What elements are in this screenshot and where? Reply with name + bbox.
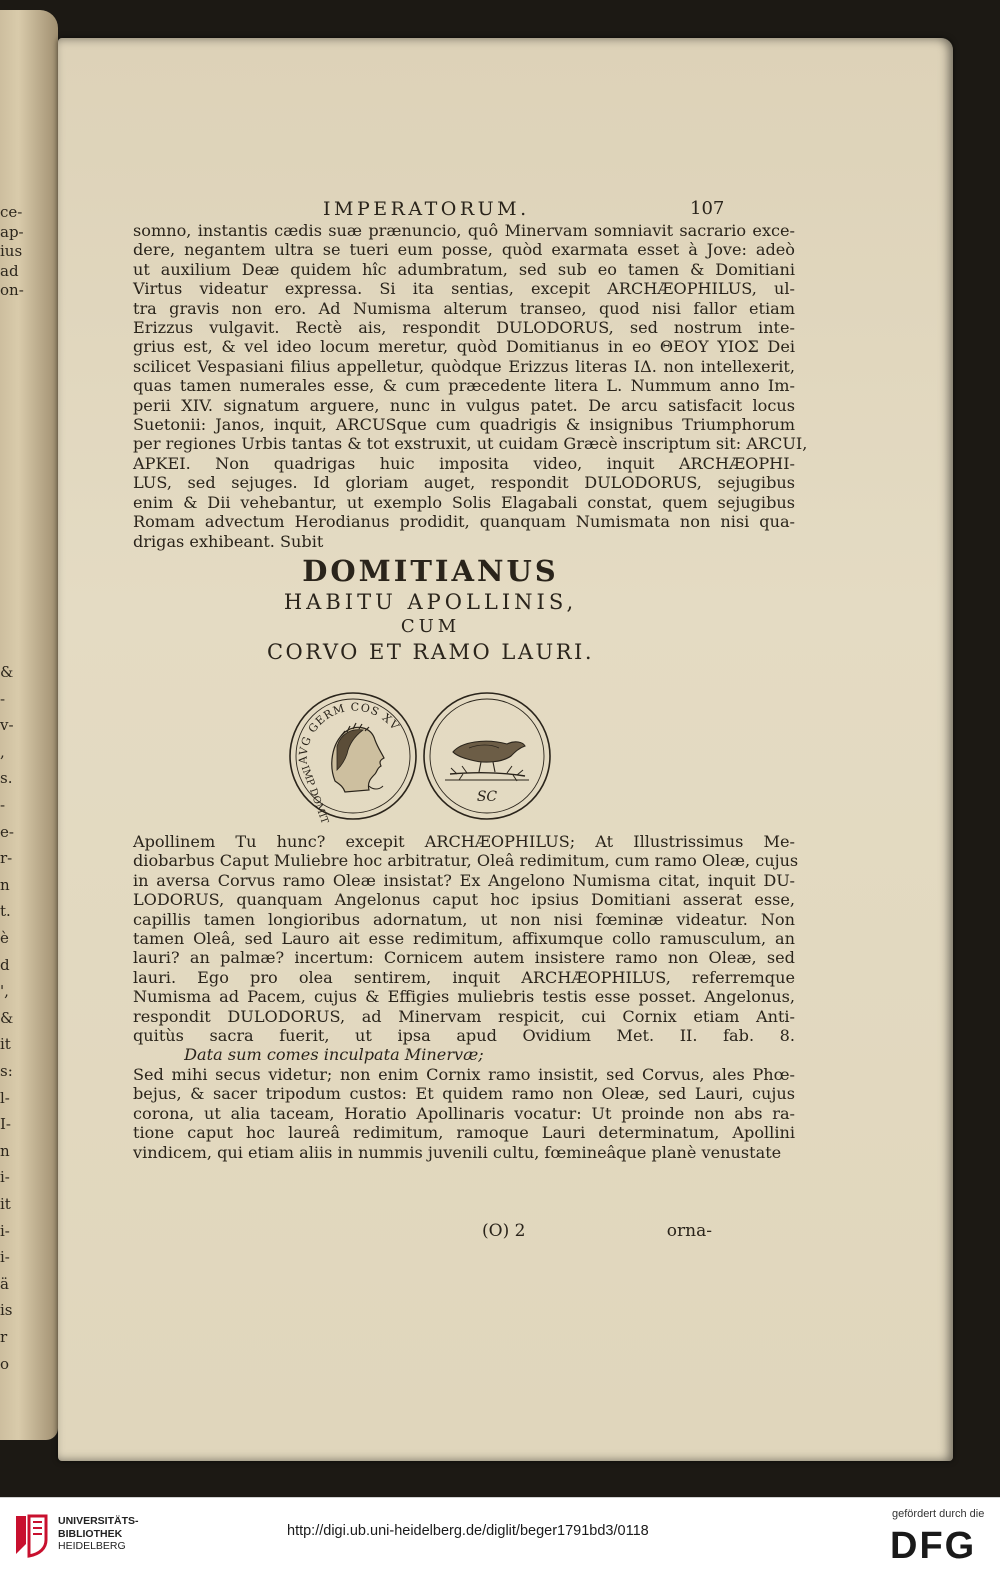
text-line: drigas exhibeant. Subit <box>133 531 324 551</box>
facing-page-edge <box>0 10 58 1440</box>
book-page <box>58 38 953 1461</box>
facing-page-fragment: o <box>0 1354 10 1373</box>
svg-text:DFG: DFG <box>890 1525 977 1564</box>
body-text-top <box>133 221 808 551</box>
funder-label: gefördert durch die <box>892 1508 985 1520</box>
text-line: grius est, & vel ideo locum meretur, quòd Domitianus in eo ΘΕΟΥ ΥΙΟΣ Dei <box>133 337 795 357</box>
facing-page-fragment: ä <box>0 1274 9 1293</box>
text-line: Virtus videatur expressa. Si ita sentias, excepit ARCHÆOPHILUS, ul- <box>133 279 795 299</box>
text-line: quitùs sacra fuerit, ut ipsa apud Ovidium Met. II. fab. 8. <box>133 1026 795 1046</box>
facing-page-fragment: ', <box>0 982 9 1001</box>
facing-page-fragment: i- <box>0 1168 10 1187</box>
coin-obverse <box>290 693 416 826</box>
text-line: per regiones Urbis tantas & tot exstruxit, ut cuidam Græcè inscriptum sit: ARCUI, <box>133 434 808 454</box>
title-line-4: CORVO ET RAMO LAURI. <box>266 640 594 664</box>
coin-title <box>133 553 728 665</box>
text-line: capillis tamen longioribus adornatum, ut non nisi fœminæ videatur. Non <box>133 909 795 929</box>
facing-page-fragment: v- <box>0 716 14 735</box>
facing-page-fragment: & <box>0 663 14 681</box>
facing-page-fragment: it <box>0 1035 11 1054</box>
running-head: IMPERATORUM. <box>323 198 530 220</box>
facing-page-fragment: n <box>0 875 10 894</box>
facing-page-fragment: on- <box>0 281 24 299</box>
permalink-url[interactable]: http://digi.ub.uni-heidelberg.de/diglit/beger1791bd3/0118 <box>287 1523 649 1539</box>
text-line: tione caput hoc laureâ redimitum, ramoque Lauri determinatum, Apollini <box>133 1123 795 1143</box>
text-line: respondit DULODORUS, ad Minervam respicit, cui Cornix etiam Anti- <box>133 1006 795 1026</box>
facing-page-fragment: - <box>0 689 6 708</box>
facing-page-fragment: i- <box>0 1248 10 1267</box>
text-line: somno, instantis cædis suæ prænuncio, quô Minervam somniavit sacrario exce- <box>133 221 795 240</box>
library-name-line-2: BIBLIOTHEK <box>58 1527 123 1540</box>
facing-page-fragment: r- <box>0 849 13 868</box>
title-line-3: CUM <box>400 616 461 637</box>
text-line: Data sum comes inculpata Minervæ; <box>133 1045 484 1065</box>
text-line: lauri? an palmæ? incertum: Cornicem autem insistere ramo non Oleæ, sed <box>133 948 795 968</box>
library-name-line-3: HEIDELBERG <box>58 1540 126 1552</box>
catchword: orna- <box>666 1221 712 1241</box>
text-line: dere, negantem ultra se tueri eum posse, quòd exarmata esset à Jove: adeò <box>133 240 795 260</box>
text-line: ut auxilium Deæ quidem hîc adumbratum, sed sub eo tamen & Domitiani <box>133 259 795 279</box>
signature-mark: (O) 2 <box>482 1221 526 1241</box>
library-name <box>58 1515 139 1553</box>
facing-page-fragment: s. <box>0 769 13 788</box>
coin-reverse-legend: SC <box>476 789 498 805</box>
facing-page-fragment: t. <box>0 902 11 921</box>
facing-page-fragment: n <box>0 1141 10 1160</box>
text-line: Apollinem Tu hunc? excepit ARCHÆOPHILUS; At Illustrissimus Me- <box>133 832 795 851</box>
text-line: Sed mihi secus videtur; non enim Cornix ramo insistit, sed Corvus, ales Phœ- <box>133 1064 795 1084</box>
facing-page-fragment: d <box>0 955 10 974</box>
title-main: DOMITIANUS <box>302 554 559 588</box>
coin-obverse-legend: AVG GERM COS XV <box>296 700 402 765</box>
page-number: 107 <box>690 198 725 219</box>
university-library-logo-icon[interactable] <box>12 1512 50 1558</box>
text-line: in aversa Corvus ramo Oleæ insistat? Ex Angelono Numisma citat, inquit DU- <box>133 870 795 890</box>
dfg-logo-icon[interactable] <box>888 1524 986 1564</box>
facing-page-fragment: e- <box>0 822 14 841</box>
viewer-footer <box>0 1497 1000 1576</box>
facing-page-fragment: s: <box>0 1062 13 1080</box>
facing-page-fragment: it <box>0 1195 11 1213</box>
text-line: corona, ut alia taceam, Horatio Apollinaris vocatur: Ut proinde non abs ra- <box>133 1103 795 1123</box>
text-line: Erizzus vulgavit. Rectè ais, respondit DULODORUS, sed nostrum inte- <box>133 318 795 338</box>
text-line: perii XIV. signatum arguere, nunc in vulgus patet. De arcu satisfacit locus <box>133 395 795 415</box>
text-line: lauri. Ego pro olea sentirem, inquit ARCHÆOPHILUS, referremque <box>133 967 795 987</box>
text-line: scilicet Vespasiani filius appelletur, quòdque Erizzus literas ΙΔ. non intellexerit, <box>133 356 795 376</box>
library-name-line-1: UNIVERSITÄTS- <box>58 1515 139 1527</box>
facing-page-fragment: is <box>0 1301 13 1320</box>
text-line: ΑΡΚΕΙ. Non quadrigas huic imposita video, inquit ARCHÆOPHI- <box>133 453 795 473</box>
text-line: bejus, & sacer tripodum custos: Et quidem ramo non Oleæ, sed Lauri, cujus <box>133 1084 795 1104</box>
text-line: Suetonii: Janos, inquit, ARCUSque cum quadrigis & insignibus Triumphorum <box>133 415 795 435</box>
text-line: diobarbus Caput Muliebre hoc arbitratur, Oleâ redimitum, cum ramo Oleæ, cujus <box>133 851 799 871</box>
text-line: Numisma ad Pacem, cujus & Effigies muliebris testis esse posset. Angelonus, <box>133 987 795 1007</box>
coin-engraving <box>285 686 555 826</box>
facing-page-fragment: ap- <box>0 222 24 241</box>
facing-page-fragment: ad <box>0 261 19 280</box>
text-line: tra gravis non ero. Ad Numisma alterum transeo, quod nisi fallor etiam <box>133 298 795 318</box>
text-line: enim & Dii vehebantur, ut exemplo Solis Elagabali constat, quem sejugibus <box>133 492 795 512</box>
facing-page-fragment: & <box>0 1008 14 1027</box>
text-line: LUS, sed sejuges. Id gloriam auget, respondit DULODORUS, sejugibus <box>133 473 795 493</box>
facing-page-fragment: I- <box>0 1115 11 1134</box>
facing-page-fragment: l- <box>0 1088 10 1107</box>
facing-page-fragment: ce- <box>0 203 23 221</box>
coin-obverse-legend-lower: IMP DOMIT <box>298 764 330 826</box>
facing-page-fragment: r <box>0 1328 8 1346</box>
text-line: vindicem, qui etiam aliis in nummis juvenili cultu, fœmineâque planè venustate <box>133 1142 782 1162</box>
body-text-bottom <box>133 832 799 1162</box>
text-line: Romam advectum Herodianus prodidit, quanquam Numismata non nisi qua- <box>133 512 795 532</box>
facing-page-fragment: i- <box>0 1221 10 1240</box>
facing-page-fragment: è <box>0 929 9 947</box>
facing-page-fragment: - <box>0 796 6 814</box>
raven-icon <box>453 741 525 762</box>
facing-page-fragment: ius <box>0 242 23 260</box>
text-line: tamen Oleâ, sed Lauro ait esse redimitum, affixumque collo ramusculum, an <box>133 929 795 949</box>
text-line: quas tamen numerales esse, & cum præcedente litera L. Nummum anno Im- <box>133 376 795 396</box>
title-line-2: HABITU APOLLINIS, <box>283 590 578 614</box>
facing-page-fragment: , <box>0 742 5 761</box>
coin-reverse <box>424 693 550 819</box>
text-line: LODORUS, quanquam Angelonus caput hoc ipsius Domitiani asserat esse, <box>133 890 795 910</box>
